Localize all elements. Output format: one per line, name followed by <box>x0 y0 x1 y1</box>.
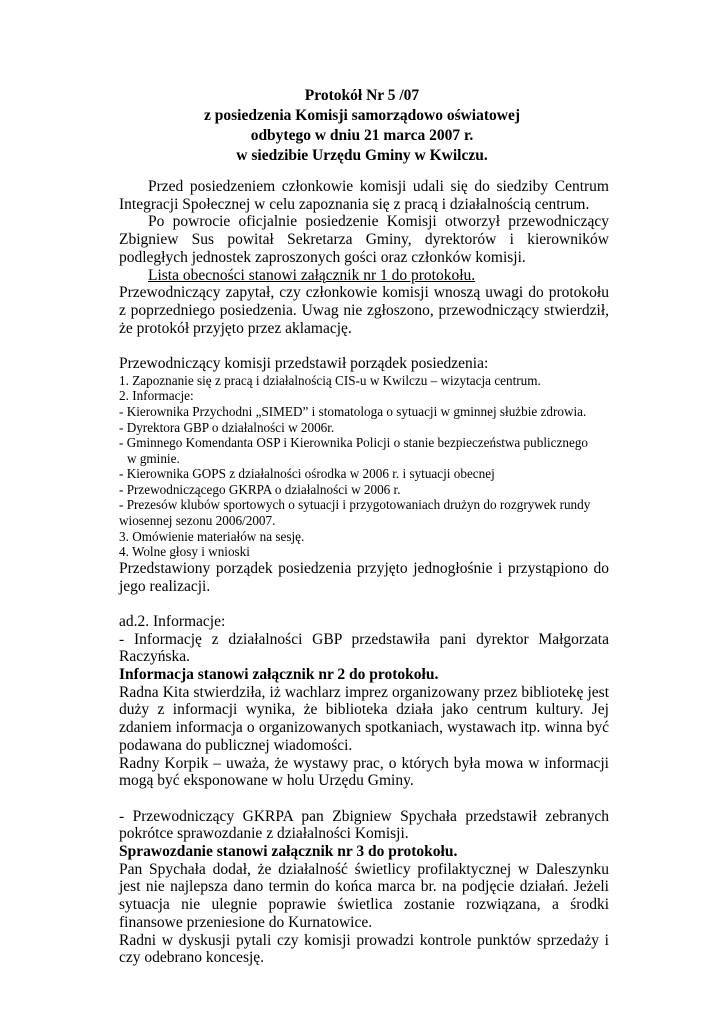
agenda-accepted: Przedstawiony porządek posiedzenia przyjęto jednogłośnie i przystąpiono do jego realizacji. <box>119 559 609 595</box>
intro-paragraph-1: Przed posiedzeniem członkowie komisji udali się do siedziby Centrum Integracji Społecznej w celu zapoznania się z pracą i działalnością centrum. <box>119 178 609 213</box>
agenda-subitem-6: - Prezesów klubów sportowych o sytuacji i przygotowaniach drużyn do rozgrywek rundy wiosennej sezonu 2006/2007. <box>119 497 591 529</box>
agenda-item-2: 2. Informacje: <box>119 388 194 404</box>
attachment-3-note: Sprawozdanie stanowi załącznik nr 3 do protokołu. <box>119 843 458 861</box>
agenda-list <box>119 373 609 560</box>
agenda-subitem-2: - Dyrektora GBP o działalności w 2006r. <box>119 419 335 435</box>
intro-paragraph-2: Po powrocie oficjalnie posiedzenie Komisji otworzył przewodniczący Zbigniew Sus powitał Sekretarza Gminy, dyrektorów i kierowników podległych jednostek zaproszonych gości oraz członków komisji. <box>119 213 609 266</box>
spychala-statement: Pan Spychała dodał, że działalność świetlicy profilaktycznej w Daleszynku jest nie najlepsza dano termin do końca marca br. na podjęcie działań. Jeżeli sytuacja nie ulegnie poprawie świetlica zostanie rozwiązana, a środki finansowe przeniesione do Kurnatowice. <box>119 860 609 931</box>
agenda-subitem-5: - Przewodniczącego GKRPA o działalności w 2006 r. <box>119 481 401 497</box>
agenda-heading: Przewodniczący komisji przedstawił porządek posiedzenia: <box>119 355 489 373</box>
spacer <box>119 790 609 808</box>
title-line-1: Protokół Nr 5 /07 <box>304 87 420 104</box>
protocol-title <box>0 86 724 166</box>
intro-paragraph-3: Przewodniczący zapytał, czy członkowie komisji wnoszą uwagi do protokołu z poprzedniego posiedzenia. Uwag nie zgłoszono, przewodniczący stwierdził, że protokół przyjęto przez aklamację. <box>119 284 609 337</box>
agenda-subitem-3a: - Gminnego Komendanta OSP i Kierownika Policji o stanie bezpieczeństwa publicznego <box>119 435 589 451</box>
ad2-heading: ad.2. Informacje: <box>119 612 226 630</box>
agenda-subitem-4: - Kierownika GOPS z działalności ośrodka w 2006 r. i sytuacji obecnej <box>119 466 495 482</box>
title-line-4: w siedzibie Urzędu Gminy w Kwilczu. <box>236 147 488 164</box>
agenda-subitem-1: - Kierownika Przychodni „SIMED” i stomatologa o sytuacji w gminnej służbie zdrowia. <box>119 403 587 419</box>
agenda-item-3: 3. Omówienie materiałów na sesję. <box>119 528 305 544</box>
gbp-info: - Informację z działalności GBP przedstawiła pani dyrektor Małgorzata Raczyńska. <box>119 630 609 666</box>
agenda-item-1: 1. Zapoznanie się z pracą i działalnością CIS-u w Kwilczu – wizytacja centrum. <box>119 372 541 388</box>
agenda-subitem-3b: w gminie. <box>127 450 180 466</box>
attendance-note <box>119 267 609 285</box>
kita-statement: Radna Kita stwierdziła, iż wachlarz imprez organizowany przez bibliotekę jest duży z informacji wynika, że biblioteka działa jako centrum kultury. Jej zdaniem informacja o organizowanych spotkaniach, wystawach itp. winna być podawana do publicznej wiadomości. <box>119 683 609 754</box>
protocol-body <box>119 178 609 967</box>
spacer <box>119 337 609 355</box>
gkrpa-report: - Przewodniczący GKRPA pan Zbigniew Spychała przedstawił zebranych pokrótce sprawozdanie z działalności Komisji. <box>119 807 609 843</box>
radni-discussion: Radni w dyskusji pytali czy komisji prowadzi kontrole punktów sprzedaży i czy odebrano koncesję. <box>119 931 609 967</box>
title-line-3: odbytego w dniu 21 marca 2007 r. <box>250 127 474 144</box>
korpik-statement: Radny Korpik – uważa, że wystawy prac, o których była mowa w informacji mogą być eksponowane w holu Urzędu Gminy. <box>119 754 609 790</box>
attendance-link-text: Lista obecności stanowi załącznik nr 1 do protokołu. <box>148 266 476 284</box>
spacer <box>119 595 609 613</box>
title-line-2: z posiedzenia Komisji samorządowo oświatowej <box>204 107 520 124</box>
attachment-2-note: Informacja stanowi załącznik nr 2 do protokołu. <box>119 666 439 684</box>
agenda-item-4: 4. Wolne głosy i wnioski <box>119 544 250 560</box>
